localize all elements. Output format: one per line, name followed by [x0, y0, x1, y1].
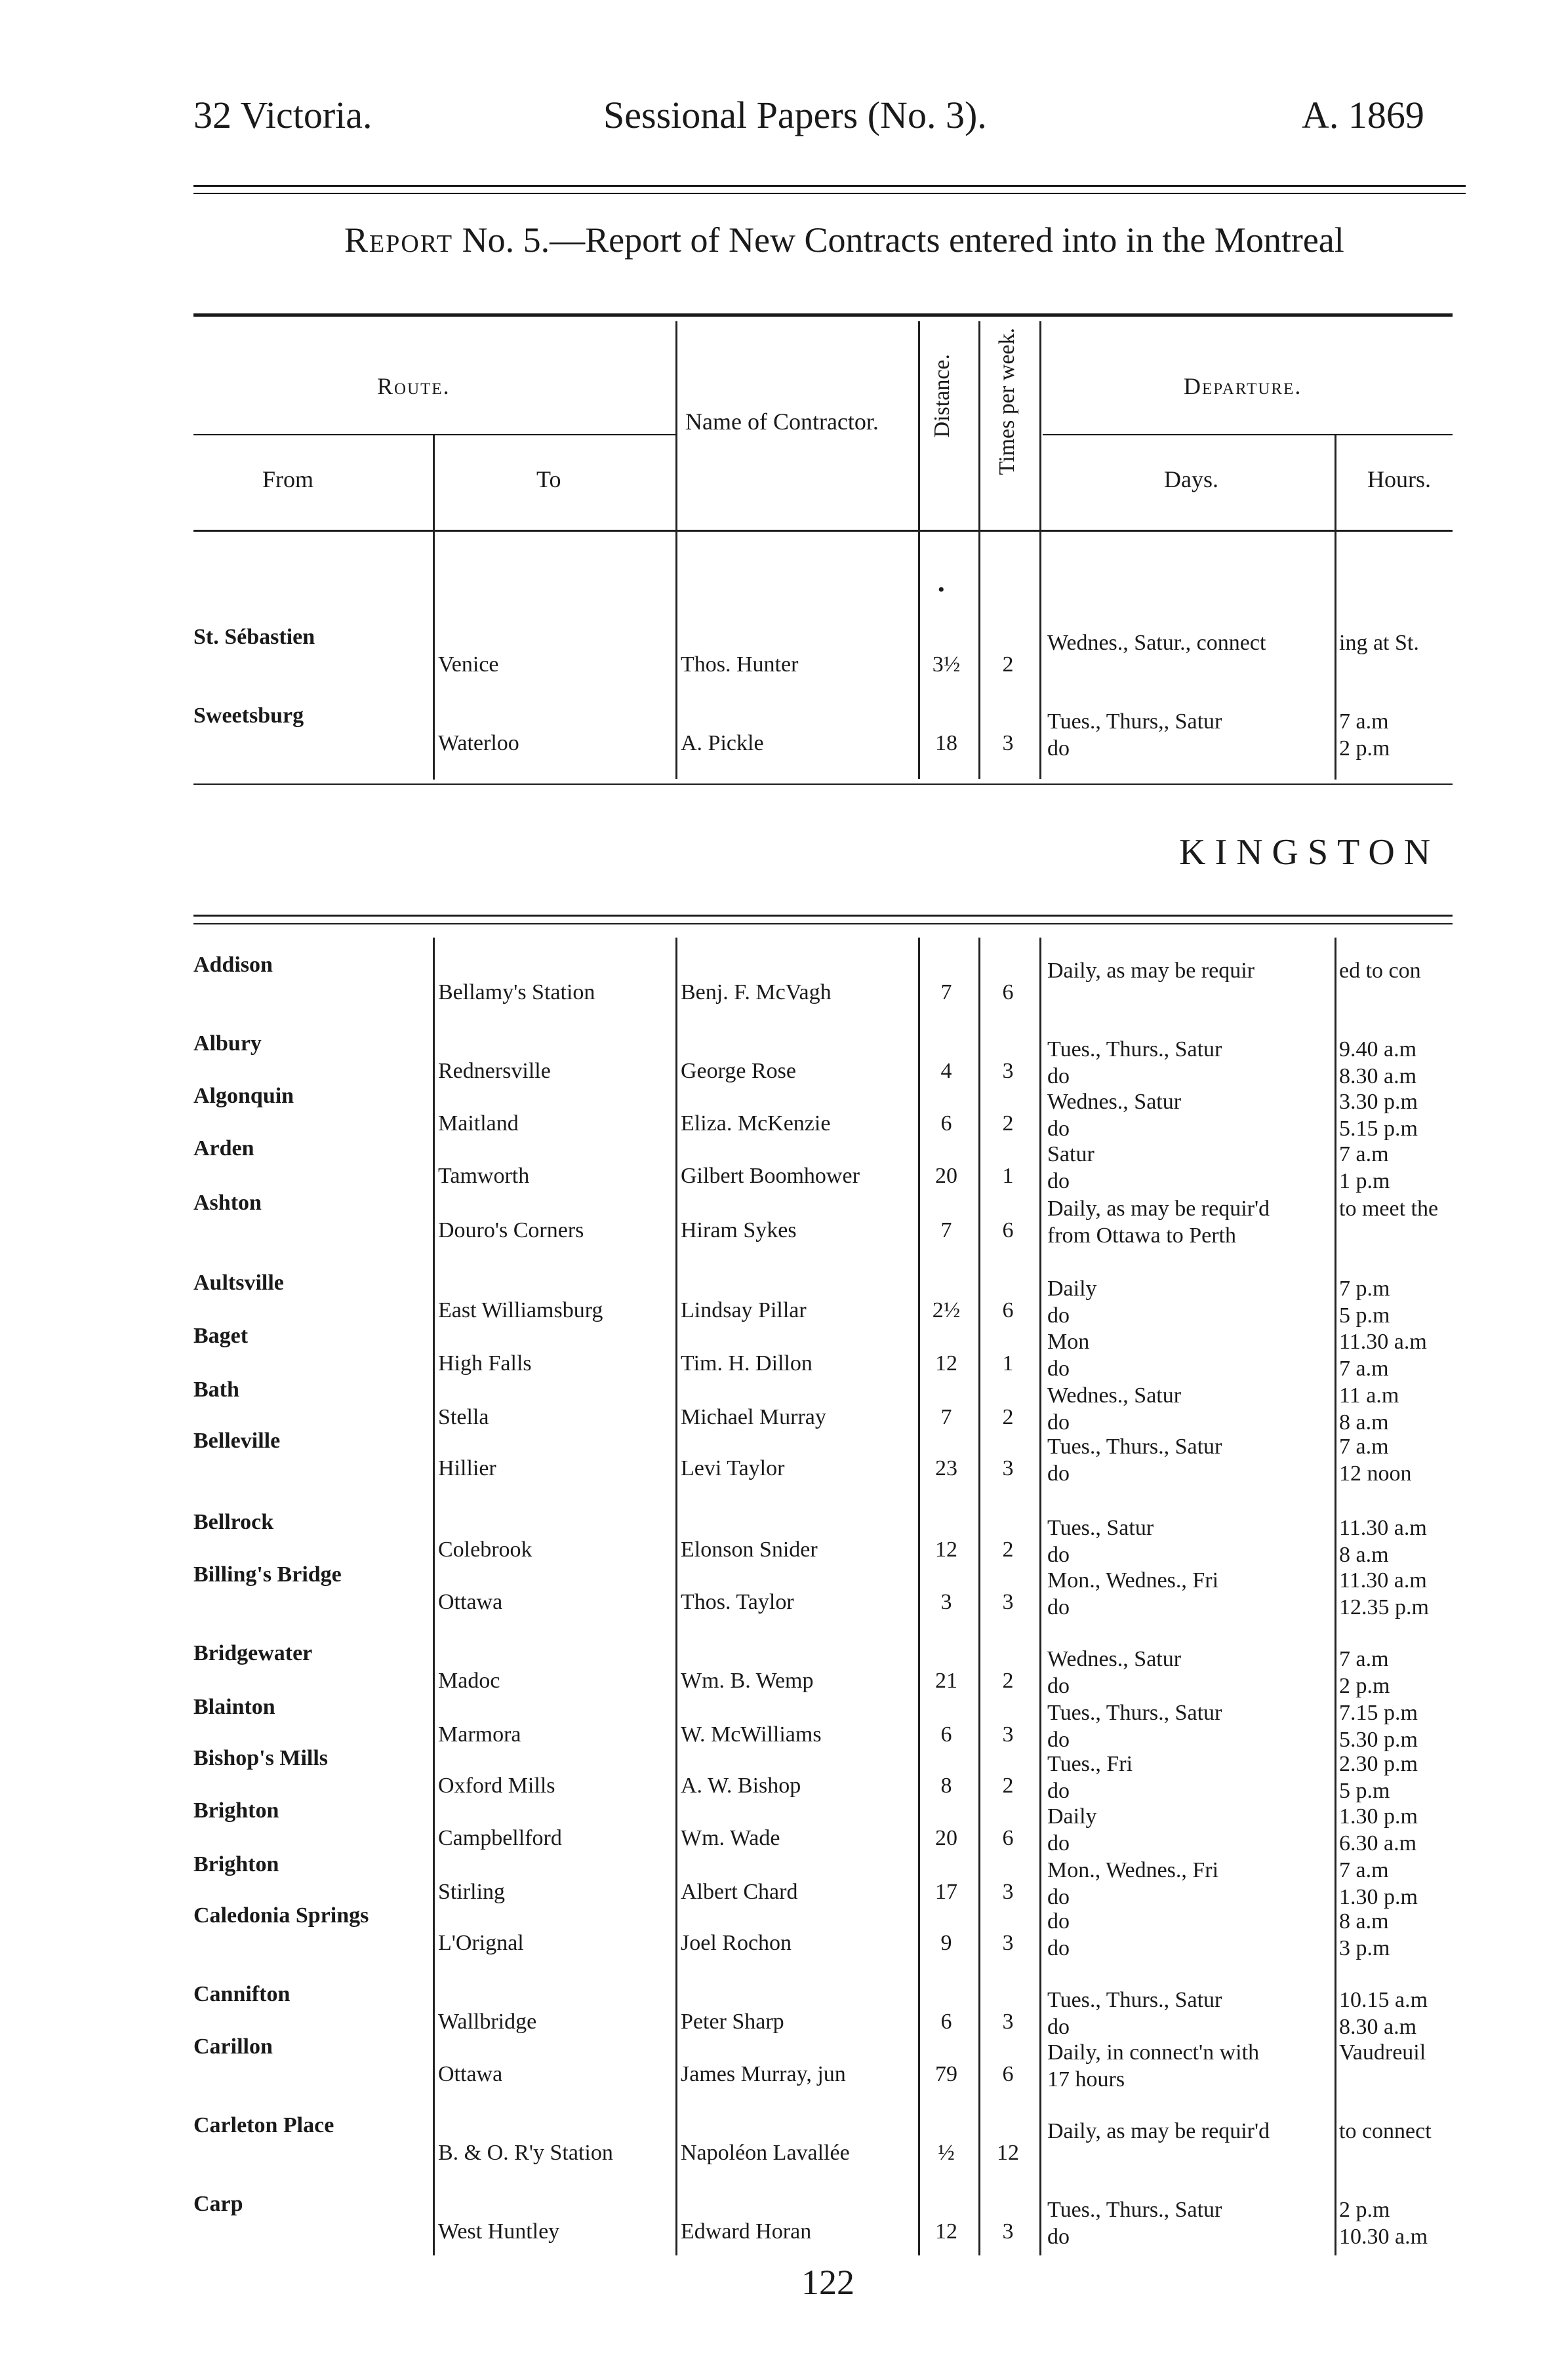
cell-times-per-week: 1: [1002, 1164, 1014, 1188]
cell-days: Mon: [1047, 1330, 1090, 1354]
cell-contractor: Benj. F. McVagh: [681, 980, 832, 1004]
cell-distance: 12: [935, 2219, 957, 2244]
header-rule-top: [193, 185, 1466, 187]
cell-times-per-week: 3: [1002, 1456, 1014, 1480]
cell-contractor: Elonson Snider: [681, 1537, 818, 1562]
cell-distance: 3½: [932, 652, 961, 677]
cell-to: Campbellford: [438, 1826, 562, 1850]
cell-contractor: Joel Rochon: [681, 1931, 792, 1955]
cell-days-line2: do: [1047, 1831, 1070, 1855]
cell-days-line2: 17 hours: [1047, 2067, 1125, 2092]
sep-from-to: [433, 435, 435, 780]
cell-days-line2: do: [1047, 1410, 1070, 1435]
cell-times-per-week: 2: [1002, 1111, 1014, 1136]
col-route: Route.: [377, 373, 451, 399]
cell-hours-line2: 6.30 a.m: [1339, 1831, 1417, 1855]
cell-to: West Huntley: [438, 2219, 560, 2244]
k-sep-times-days: [1039, 938, 1041, 2255]
route-underline: [193, 434, 676, 435]
cell-distance: 12: [935, 1351, 957, 1376]
cell-from: Brighton: [193, 1798, 279, 1823]
cell-days-line2: do: [1047, 1357, 1070, 1381]
cell-hours-line2: 8 a.m: [1339, 1543, 1389, 1567]
page-number: 122: [801, 2263, 854, 2302]
cell-hours: 11.30 a.m: [1339, 1516, 1427, 1540]
col-days: Days.: [1164, 466, 1218, 492]
cell-from: Baget: [193, 1324, 249, 1348]
cell-to: Oxford Mills: [438, 1774, 555, 1798]
cell-hours: 7 a.m: [1339, 1647, 1389, 1671]
cell-contractor: Tim. H. Dillon: [681, 1351, 813, 1376]
cell-hours-line2: 8.30 a.m: [1339, 1064, 1417, 1088]
cell-days-line2: do: [1047, 2015, 1070, 2039]
cell-hours: 7 a.m: [1339, 1435, 1389, 1459]
cell-contractor: Thos. Taylor: [681, 1590, 794, 1614]
cell-to: Maitland: [438, 1111, 519, 1136]
cell-hours: 1.30 p.m: [1339, 1804, 1418, 1829]
cell-hours-line2: 2 p.m: [1339, 1674, 1390, 1698]
cell-times-per-week: 2: [1002, 1537, 1014, 1562]
cell-hours-line2: 8.30 a.m: [1339, 2015, 1417, 2039]
cell-hours: 8 a.m: [1339, 1909, 1389, 1934]
k-sep-contractor-distance: [918, 938, 920, 2255]
cell-days-line2: do: [1047, 1885, 1070, 1909]
departure-underline: [1043, 434, 1453, 435]
cell-distance: 18: [935, 731, 957, 755]
cell-contractor: George Rose: [681, 1059, 796, 1083]
table-header-rule: [193, 530, 1453, 532]
table-top-rule: [193, 313, 1453, 317]
cell-from: Bishop's Mills: [193, 1746, 329, 1770]
sep-to-contractor: [675, 321, 677, 779]
col-distance: Distance.: [930, 354, 954, 438]
cell-distance: 9: [940, 1931, 952, 1955]
cell-to: Hillier: [438, 1456, 496, 1480]
cell-times-per-week: 6: [1002, 980, 1014, 1004]
cell-times-per-week: 3: [1002, 731, 1014, 755]
cell-distance: 8: [940, 1774, 952, 1798]
cell-days: Tues., Thurs., Satur: [1047, 1701, 1222, 1725]
cell-from: Arden: [193, 1136, 254, 1160]
cell-days-line2: do: [1047, 1728, 1070, 1752]
cell-distance: 6: [940, 2010, 952, 2034]
cell-days: Tues., Satur: [1047, 1516, 1154, 1540]
cell-hours-line2: 2 p.m: [1339, 736, 1390, 761]
cell-to: Rednersville: [438, 1059, 551, 1083]
cell-distance: 79: [935, 2062, 957, 2086]
cell-days-line2: do: [1047, 1595, 1070, 1619]
cell-hours: 10.15 a.m: [1339, 1988, 1428, 2012]
cell-days-line2: do: [1047, 1117, 1070, 1141]
cell-days: Tues., Thurs., Satur: [1047, 1435, 1222, 1459]
cell-hours: 7.15 p.m: [1339, 1701, 1418, 1725]
cell-times-per-week: 2: [1002, 1774, 1014, 1798]
report-title-prefix: Report: [344, 220, 454, 260]
cell-days: Tues., Fri: [1047, 1752, 1133, 1776]
cell-contractor: James Murray, jun: [681, 2062, 846, 2086]
cell-hours: 7 p.m: [1339, 1277, 1390, 1301]
cell-times-per-week: 2: [1002, 1669, 1014, 1693]
cell-days-line2: do: [1047, 1779, 1070, 1803]
cell-distance: ½: [938, 2141, 955, 2165]
cell-from: Bridgewater: [193, 1641, 313, 1665]
cell-times-per-week: 1: [1002, 1351, 1014, 1376]
cell-contractor: Levi Taylor: [681, 1456, 785, 1480]
cell-contractor: A. Pickle: [681, 731, 764, 755]
cell-hours-line2: 1 p.m: [1339, 1169, 1390, 1193]
cell-days: Wednes., Satur: [1047, 1383, 1182, 1408]
cell-hours: 7 a.m: [1339, 1142, 1389, 1166]
cell-days-line2: do: [1047, 1303, 1070, 1328]
cell-days: Wednes., Satur: [1047, 1647, 1182, 1671]
cell-times-per-week: 6: [1002, 1218, 1014, 1242]
cell-days: Daily: [1047, 1277, 1097, 1301]
cell-to: East Williamsburg: [438, 1298, 603, 1322]
cell-days-line2: do: [1047, 1674, 1070, 1698]
cell-days: Tues., Thurs., Satur: [1047, 1988, 1222, 2012]
cell-to: Wallbridge: [438, 2010, 537, 2034]
cell-to: Stella: [438, 1405, 489, 1429]
cell-days: Wednes., Satur: [1047, 1090, 1182, 1114]
cell-to: Bellamy's Station: [438, 980, 595, 1004]
cell-from: Carillon: [193, 2034, 273, 2059]
cell-distance: 17: [935, 1880, 957, 1904]
cell-days: Mon., Wednes., Fri: [1047, 1568, 1219, 1593]
header-center: Sessional Papers (No. 3).: [603, 94, 987, 136]
k-sep-to-contractor: [675, 938, 677, 2255]
col-departure: Departure.: [1184, 373, 1302, 399]
cell-hours: 9.40 a.m: [1339, 1037, 1417, 1061]
cell-to: Madoc: [438, 1669, 500, 1693]
montreal-end-rule: [193, 783, 1453, 785]
cell-to: Tamworth: [438, 1164, 530, 1188]
sep-contractor-distance: [918, 321, 920, 779]
sep-days-hours: [1335, 435, 1336, 780]
sep-times-days: [1039, 321, 1041, 779]
cell-hours-line2: 5 p.m: [1339, 1779, 1390, 1803]
kingston-top-rule-2: [193, 923, 1453, 924]
cell-from: St. Sébastien: [193, 625, 315, 649]
cell-hours: to meet the: [1339, 1197, 1439, 1221]
sep-distance-times: [978, 321, 980, 779]
cell-from: Billing's Bridge: [193, 1562, 342, 1587]
cell-contractor: Edward Horan: [681, 2219, 812, 2244]
cell-days-line2: do: [1047, 1543, 1070, 1567]
cell-hours: 2.30 p.m: [1339, 1752, 1418, 1776]
cell-contractor: Napoléon Lavallée: [681, 2141, 850, 2165]
cell-times-per-week: 2: [1002, 1405, 1014, 1429]
cell-distance: 20: [935, 1164, 957, 1188]
cell-from: Brighton: [193, 1852, 279, 1876]
cell-contractor: A. W. Bishop: [681, 1774, 801, 1798]
col-from: From: [262, 466, 314, 492]
header-left: 32 Victoria.: [193, 94, 372, 136]
cell-to: High Falls: [438, 1351, 532, 1376]
cell-days: Satur: [1047, 1142, 1094, 1166]
cell-contractor: Wm. Wade: [681, 1826, 780, 1850]
cell-hours: ed to con: [1339, 959, 1421, 983]
cell-hours-line2: 7 a.m: [1339, 1357, 1389, 1381]
cell-contractor: Gilbert Boomhower: [681, 1164, 860, 1188]
cell-days: Daily: [1047, 1804, 1097, 1829]
cell-to: Marmora: [438, 1722, 521, 1747]
cell-distance: 7: [940, 980, 952, 1004]
cell-from: Sweetsburg: [193, 704, 304, 728]
cell-days: Tues., Thurs., Satur: [1047, 2198, 1222, 2222]
k-sep-from-to: [433, 938, 435, 2255]
cell-days-line2: do: [1047, 1936, 1070, 1960]
cell-days: Daily, as may be requir'd: [1047, 2119, 1270, 2143]
cell-to: Colebrook: [438, 1537, 532, 1562]
cell-days: Daily, as may be requir'd: [1047, 1197, 1270, 1221]
cell-hours: Vaudreuil: [1339, 2040, 1426, 2065]
cell-hours-line2: 5.30 p.m: [1339, 1728, 1418, 1752]
cell-distance: 4: [940, 1059, 952, 1083]
cell-distance: 12: [935, 1537, 957, 1562]
cell-distance: 3: [940, 1590, 952, 1614]
cell-to: Ottawa: [438, 1590, 503, 1614]
col-times-per-week: Times per week.: [995, 328, 1019, 475]
cell-from: Algonquin: [193, 1084, 294, 1108]
cell-hours: 7 a.m: [1339, 709, 1389, 734]
cell-days-line2: from Ottawa to Perth: [1047, 1223, 1236, 1248]
header-rule-bottom: [193, 193, 1466, 194]
cell-contractor: Albert Chard: [681, 1880, 798, 1904]
cell-hours-line2: 10.30 a.m: [1339, 2225, 1428, 2249]
dot-marker: •: [938, 579, 945, 601]
cell-days: Tues., Thurs., Satur: [1047, 1037, 1222, 1061]
cell-days-line2: do: [1047, 1461, 1070, 1486]
cell-days: Wednes., Satur., connect: [1047, 631, 1266, 655]
cell-to: Stirling: [438, 1880, 506, 1904]
cell-days: Tues., Thurs,, Satur: [1047, 709, 1222, 734]
cell-times-per-week: 6: [1002, 2062, 1014, 2086]
cell-contractor: Thos. Hunter: [681, 652, 799, 677]
cell-hours-line2: 1.30 p.m: [1339, 1885, 1418, 1909]
cell-contractor: Hiram Sykes: [681, 1218, 797, 1242]
cell-days-line2: do: [1047, 1064, 1070, 1088]
cell-times-per-week: 2: [1002, 652, 1014, 677]
cell-contractor: W. McWilliams: [681, 1722, 822, 1747]
cell-times-per-week: 12: [997, 2141, 1019, 2165]
cell-from: Carp: [193, 2192, 243, 2216]
cell-hours: 11.30 a.m: [1339, 1568, 1427, 1593]
cell-days-line2: do: [1047, 1169, 1070, 1193]
cell-times-per-week: 3: [1002, 2219, 1014, 2244]
cell-hours: 11 a.m: [1339, 1383, 1399, 1408]
cell-hours: ing at St.: [1339, 631, 1419, 655]
col-hours: Hours.: [1367, 466, 1431, 492]
cell-from: Bellrock: [193, 1510, 274, 1534]
cell-to: Ottawa: [438, 2062, 503, 2086]
cell-contractor: Lindsay Pillar: [681, 1298, 807, 1322]
cell-distance: 2½: [932, 1298, 961, 1322]
cell-hours-line2: 12.35 p.m: [1339, 1595, 1429, 1619]
cell-from: Addison: [193, 953, 273, 977]
k-sep-days-hours: [1335, 938, 1336, 2255]
section-title: KINGSTON: [1179, 832, 1440, 873]
report-title: [344, 220, 1344, 260]
cell-times-per-week: 3: [1002, 1880, 1014, 1904]
cell-contractor: Wm. B. Wemp: [681, 1669, 814, 1693]
col-to: To: [536, 466, 561, 492]
kingston-top-rule: [193, 915, 1453, 917]
cell-distance: 20: [935, 1826, 957, 1850]
cell-contractor: Peter Sharp: [681, 2010, 784, 2034]
cell-days: Daily, as may be requir: [1047, 959, 1255, 983]
cell-days: do: [1047, 1909, 1070, 1934]
col-contractor: Name of Contractor.: [685, 408, 879, 435]
cell-distance: 6: [940, 1722, 952, 1747]
cell-times-per-week: 3: [1002, 2010, 1014, 2034]
cell-hours: 2 p.m: [1339, 2198, 1390, 2222]
cell-from: Cannifton: [193, 1982, 291, 2006]
cell-hours: 3.30 p.m: [1339, 1090, 1418, 1114]
cell-contractor: Michael Murray: [681, 1405, 826, 1429]
cell-hours: 11.30 a.m: [1339, 1330, 1427, 1354]
cell-from: Carleton Place: [193, 2113, 334, 2137]
cell-contractor: Eliza. McKenzie: [681, 1111, 831, 1136]
cell-days: Mon., Wednes., Fri: [1047, 1858, 1219, 1882]
cell-hours-line2: 5.15 p.m: [1339, 1117, 1418, 1141]
report-title-rest: No. 5.—Report of New Contracts entered into in the Montreal: [453, 220, 1344, 260]
cell-from: Caledonia Springs: [193, 1903, 369, 1928]
cell-to: Douro's Corners: [438, 1218, 584, 1242]
k-sep-distance-times: [978, 938, 980, 2255]
cell-times-per-week: 3: [1002, 1931, 1014, 1955]
cell-to: Venice: [438, 652, 499, 677]
cell-hours-line2: 5 p.m: [1339, 1303, 1390, 1328]
header-right: A. 1869: [1302, 94, 1424, 136]
cell-hours-line2: 8 a.m: [1339, 1410, 1389, 1435]
cell-days-line2: do: [1047, 736, 1070, 761]
cell-distance: 21: [935, 1669, 957, 1693]
cell-days: Daily, in connect'n with: [1047, 2040, 1260, 2065]
cell-from: Bath: [193, 1378, 239, 1402]
cell-from: Belleville: [193, 1429, 281, 1453]
cell-hours-line2: 12 noon: [1339, 1461, 1412, 1486]
cell-to: L'Orignal: [438, 1931, 524, 1955]
cell-hours-line2: 3 p.m: [1339, 1936, 1390, 1960]
cell-days-line2: do: [1047, 2225, 1070, 2249]
cell-distance: 7: [940, 1218, 952, 1242]
cell-times-per-week: 3: [1002, 1590, 1014, 1614]
cell-times-per-week: 6: [1002, 1826, 1014, 1850]
cell-from: Ashton: [193, 1191, 262, 1215]
cell-times-per-week: 3: [1002, 1722, 1014, 1747]
cell-to: B. & O. R'y Station: [438, 2141, 613, 2165]
cell-times-per-week: 3: [1002, 1059, 1014, 1083]
cell-hours: to connect: [1339, 2119, 1432, 2143]
cell-from: Albury: [193, 1031, 262, 1056]
cell-distance: 7: [940, 1405, 952, 1429]
cell-from: Aultsville: [193, 1271, 284, 1295]
cell-distance: 23: [935, 1456, 957, 1480]
cell-to: Waterloo: [438, 731, 519, 755]
cell-distance: 6: [940, 1111, 952, 1136]
cell-times-per-week: 6: [1002, 1298, 1014, 1322]
cell-from: Blainton: [193, 1695, 275, 1719]
cell-hours: 7 a.m: [1339, 1858, 1389, 1882]
